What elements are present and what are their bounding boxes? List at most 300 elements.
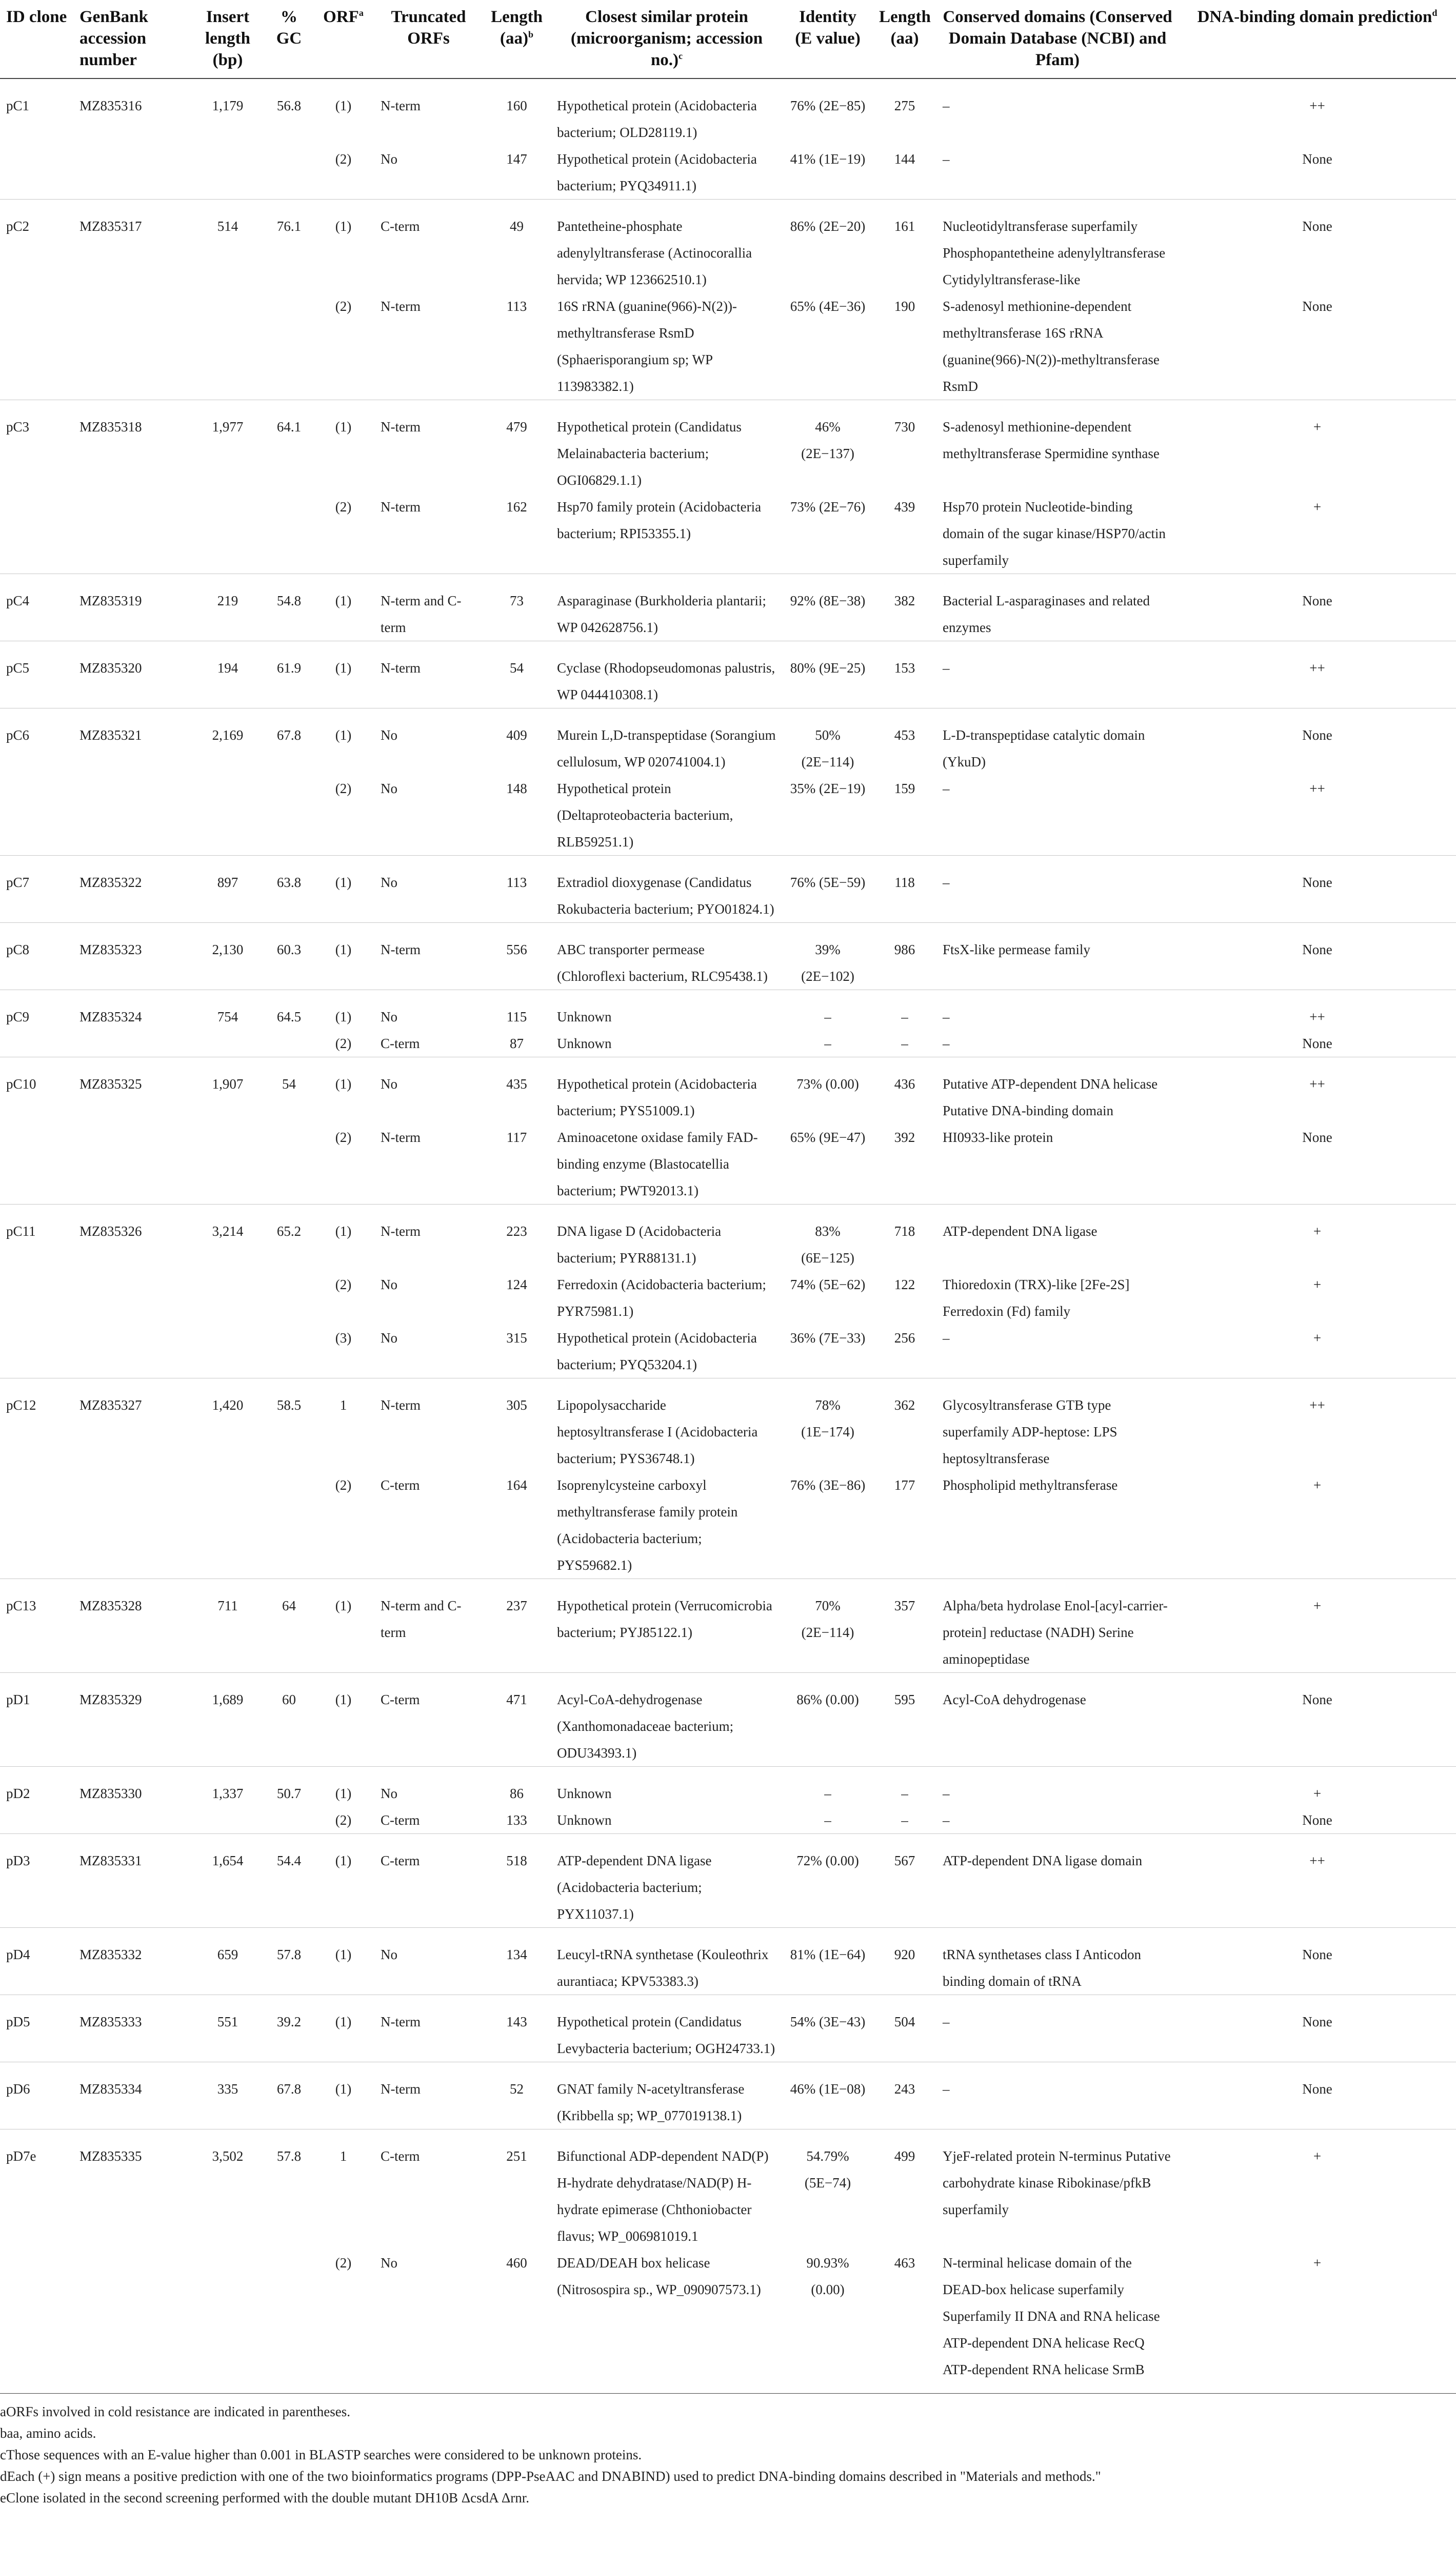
insert-length-cell: 659: [217, 1947, 238, 1962]
header-insert: Insert length (bp): [205, 8, 250, 69]
insert-length-cell: 1,179: [212, 98, 244, 113]
table-row: [0, 574, 1456, 641]
identity-value-cell: 74% (5E−62): [790, 1277, 866, 1292]
protein-length-cell: 357: [894, 1598, 915, 1613]
truncated-orf-cell: N-term: [381, 2014, 421, 2029]
dna-binding-prediction-cell: None: [1302, 875, 1332, 890]
insert-length-cell: 1,689: [212, 1692, 244, 1707]
orf-number-cell: (2): [335, 151, 352, 167]
truncated-orf-cell: No: [381, 1786, 397, 1801]
orf-number-cell: 1: [340, 1397, 347, 1413]
dna-binding-prediction-cell: None: [1302, 942, 1332, 957]
orf-length-cell: 460: [506, 2255, 527, 2271]
orf-length-cell: 479: [506, 419, 527, 435]
accession-cell: MZ835317: [79, 219, 142, 234]
closest-protein-cell: Unknown: [557, 1812, 612, 1828]
gc-content-cell: 76.1: [276, 219, 302, 234]
dna-binding-prediction-cell: None: [1302, 727, 1332, 743]
orf-length-cell: 237: [506, 1598, 527, 1613]
identity-value-cell: 76% (3E−86): [790, 1477, 866, 1493]
closest-protein-cell: Asparaginase (Burkholderia plantarii; WP 042628756.1): [557, 593, 766, 635]
footnote: eClone isolated in the second screening performed with the double mutant DH10B ΔcsdA Δrnr.: [0, 2490, 529, 2505]
table-row: [0, 1205, 1456, 1272]
accession-cell: [73, 2250, 190, 2394]
conserved-domains-cell: Thioredoxin (TRX)-like [2Fe-2S] Ferredoxin (Fd) family: [943, 1277, 1130, 1319]
table-row: [0, 494, 1456, 574]
table-row: [0, 78, 1456, 146]
clone-id-cell: pC12: [6, 1397, 36, 1413]
protein-length-cell: 153: [894, 660, 915, 676]
truncated-orf-cell: C-term: [381, 1477, 420, 1493]
orf-length-cell: 87: [510, 1036, 524, 1051]
clone-id-cell: pD4: [6, 1947, 30, 1962]
table-row: [0, 641, 1456, 708]
clone-id-cell: pD3: [6, 1853, 30, 1868]
dna-binding-prediction-cell: None: [1302, 1036, 1332, 1051]
conserved-domains-cell: S-adenosyl methionine-dependent methyltransferase 16S rRNA (guanine(966)-N(2))-methyltransferase RsmD: [943, 299, 1160, 394]
table-row: [0, 2250, 1456, 2394]
dna-binding-prediction-cell: +: [1313, 2255, 1322, 2271]
orf-length-cell: 54: [510, 660, 524, 676]
truncated-orf-cell: N-term: [381, 98, 421, 113]
identity-value-cell: 80% (9E−25): [790, 660, 866, 676]
truncated-orf-cell: N-term: [381, 1397, 421, 1413]
orf-number-cell: (1): [335, 98, 352, 113]
table-body: [0, 78, 1456, 2394]
insert-length-cell: 1,337: [212, 1786, 244, 1801]
insert-length-cell: 897: [217, 875, 238, 890]
gc-content-cell: [266, 494, 312, 574]
gc-content-cell: 64.5: [276, 1009, 302, 1024]
protein-length-cell: 986: [894, 942, 915, 957]
orf-length-cell: 49: [510, 219, 524, 234]
header-length: Length (aa)$^b$: [491, 8, 543, 48]
gc-content-cell: 54.8: [276, 593, 302, 608]
identity-value-cell: 92% (8E−38): [790, 593, 866, 608]
orf-length-cell: 471: [506, 1692, 527, 1707]
truncated-orf-cell: N-term and C-term: [381, 593, 462, 635]
accession-cell: [73, 1472, 190, 1579]
header-orf: ORF$^a$: [323, 8, 364, 26]
identity-value-cell: 90.93% (0.00): [806, 2255, 849, 2297]
dna-binding-prediction-cell: ++: [1309, 1076, 1325, 1092]
accession-cell: MZ835331: [79, 1853, 142, 1868]
clone-id-cell: [0, 1325, 73, 1378]
truncated-orf-cell: N-term: [381, 499, 421, 515]
orf-length-cell: 162: [506, 499, 527, 515]
table-row: [0, 200, 1456, 293]
gc-content-cell: 57.8: [276, 1947, 302, 1962]
truncated-orf-cell: No: [381, 1277, 397, 1292]
gc-content-cell: [266, 1030, 312, 1057]
identity-value-cell: –: [824, 1812, 831, 1828]
insert-length-cell: [190, 2250, 266, 2394]
closest-protein-cell: Hypothetical protein (Candidatus Levybacteria bacterium; OGH24733.1): [557, 2014, 775, 2056]
insert-length-cell: 2,130: [212, 942, 244, 957]
protein-length-cell: –: [901, 1812, 908, 1828]
insert-length-cell: [190, 1472, 266, 1579]
accession-cell: MZ835316: [79, 98, 142, 113]
table-row: [0, 856, 1456, 923]
table-row: [0, 1124, 1456, 1205]
orf-number-cell: (2): [335, 1477, 352, 1493]
accession-cell: MZ835320: [79, 660, 142, 676]
gc-content-cell: 61.9: [276, 660, 302, 676]
dna-binding-prediction-cell: ++: [1309, 1397, 1325, 1413]
identity-value-cell: 39% (2E−102): [801, 942, 854, 984]
conserved-domains-cell: –: [943, 2081, 950, 2097]
orf-number-cell: (1): [335, 2014, 352, 2029]
conserved-domains-cell: –: [943, 875, 950, 890]
orf-length-cell: 115: [506, 1009, 527, 1024]
accession-cell: MZ835319: [79, 593, 142, 608]
closest-protein-cell: Hsp70 family protein (Acidobacteria bacterium; RPI53355.1): [557, 499, 762, 541]
table-row: [0, 2062, 1456, 2129]
footnote: aORFs involved in cold resistance are indicated in parentheses.: [0, 2404, 351, 2419]
orf-number-cell: (1): [335, 1009, 352, 1024]
accession-cell: MZ835330: [79, 1786, 142, 1801]
closest-protein-cell: Hypothetical protein (Acidobacteria bacterium; OLD28119.1): [557, 98, 757, 140]
header-gc: % GC: [276, 8, 302, 48]
truncated-orf-cell: No: [381, 1076, 397, 1092]
table-row: [0, 990, 1456, 1031]
gc-content-cell: 57.8: [276, 2148, 302, 2164]
protein-length-cell: 243: [894, 2081, 915, 2097]
header-truncated: Truncated ORFs: [391, 8, 466, 48]
gc-content-cell: 60.3: [276, 942, 302, 957]
gc-content-cell: [266, 1271, 312, 1325]
insert-length-cell: 219: [217, 593, 238, 608]
table-row: [0, 1995, 1456, 2062]
protein-length-cell: 499: [894, 2148, 915, 2164]
insert-length-cell: [190, 1124, 266, 1205]
truncated-orf-cell: No: [381, 781, 397, 796]
clone-id-cell: pC4: [6, 593, 30, 608]
truncated-orf-cell: N-term: [381, 660, 421, 676]
orf-number-cell: (2): [335, 2255, 352, 2271]
orf-number-cell: (1): [335, 419, 352, 435]
protein-length-cell: 463: [894, 2255, 915, 2271]
orf-number-cell: (2): [335, 1130, 352, 1145]
clone-id-cell: [0, 146, 73, 200]
protein-length-cell: 118: [894, 875, 915, 890]
orf-number-cell: (3): [335, 1330, 352, 1346]
table-row: [0, 1579, 1456, 1673]
protein-length-cell: 718: [894, 1224, 915, 1239]
gc-content-cell: [266, 1325, 312, 1378]
identity-value-cell: 73% (0.00): [796, 1076, 859, 1092]
accession-cell: MZ835334: [79, 2081, 142, 2097]
closest-protein-cell: Cyclase (Rhodopseudomonas palustris, WP 044410308.1): [557, 660, 775, 702]
footnote: dEach (+) sign means a positive prediction with one of the two bioinformatics programs (DPP-PseAAC and DNABIND) used to predict DNA-binding domains described in "Materials and methods.": [0, 2469, 1101, 2484]
identity-value-cell: 35% (2E−19): [790, 781, 866, 796]
closest-protein-cell: Hypothetical protein (Acidobacteria bacterium; PYQ34911.1): [557, 151, 757, 193]
gc-content-cell: 58.5: [276, 1397, 302, 1413]
header-identity: Identity (E value): [795, 8, 861, 48]
orf-number-cell: (1): [335, 2081, 352, 2097]
table-row: [0, 400, 1456, 494]
table-row: [0, 1030, 1456, 1057]
protein-length-cell: 362: [894, 1397, 915, 1413]
dna-binding-prediction-cell: ++: [1309, 781, 1325, 796]
accession-cell: MZ835329: [79, 1692, 142, 1707]
orf-length-cell: 518: [506, 1853, 527, 1868]
dna-binding-prediction-cell: +: [1313, 499, 1322, 515]
insert-length-cell: 335: [217, 2081, 238, 2097]
gc-content-cell: 67.8: [276, 2081, 302, 2097]
identity-value-cell: 76% (2E−85): [790, 98, 866, 113]
closest-protein-cell: Bifunctional ADP-dependent NAD(P) H-hydrate dehydratase/NAD(P) H-hydrate epimerase (Chthoniobacter flavus; WP_006981019.1: [557, 2148, 769, 2244]
header-dna: DNA-binding domain prediction$^d$: [1197, 8, 1438, 26]
conserved-domains-cell: –: [943, 1009, 950, 1024]
orf-length-cell: 52: [510, 2081, 524, 2097]
gc-content-cell: 63.8: [276, 875, 302, 890]
orf-length-cell: 160: [506, 98, 527, 113]
orf-number-cell: (2): [335, 1036, 352, 1051]
table-row: [0, 775, 1456, 856]
truncated-orf-cell: N-term and C-term: [381, 1598, 462, 1640]
orf-number-cell: (2): [335, 299, 352, 314]
conserved-domains-cell: Phospholipid methyltransferase: [943, 1477, 1118, 1493]
conserved-domains-cell: –: [943, 1812, 950, 1828]
table-header: [0, 0, 1456, 78]
clone-id-cell: pC10: [6, 1076, 36, 1092]
accession-cell: MZ835328: [79, 1598, 142, 1613]
clone-id-cell: [0, 1030, 73, 1057]
clone-id-cell: [0, 1807, 73, 1834]
conserved-domains-cell: –: [943, 781, 950, 796]
insert-length-cell: [190, 1807, 266, 1834]
truncated-orf-cell: C-term: [381, 1812, 420, 1828]
truncated-orf-cell: C-term: [381, 219, 420, 234]
clone-id-cell: pC5: [6, 660, 30, 676]
orf-number-cell: 1: [340, 2148, 347, 2164]
protein-length-cell: 161: [894, 219, 915, 234]
orf-length-cell: 134: [506, 1947, 527, 1962]
truncated-orf-cell: No: [381, 2255, 397, 2271]
table-row: [0, 1472, 1456, 1579]
clone-id-cell: pC3: [6, 419, 30, 435]
accession-cell: [73, 1030, 190, 1057]
accession-cell: [73, 1325, 190, 1378]
gc-content-cell: [266, 2250, 312, 2394]
dna-binding-prediction-cell: +: [1313, 1786, 1322, 1801]
footnote: baa, amino acids.: [0, 2425, 96, 2441]
header-domains: Conserved domains (Conserved Domain Database (NCBI) and Pfam): [943, 8, 1172, 69]
clone-id-cell: pC9: [6, 1009, 30, 1024]
accession-cell: MZ835322: [79, 875, 142, 890]
closest-protein-cell: DNA ligase D (Acidobacteria bacterium; PYR88131.1): [557, 1224, 722, 1266]
orf-number-cell: (1): [335, 1786, 352, 1801]
orf-length-cell: 435: [506, 1076, 527, 1092]
conserved-domains-cell: –: [943, 1330, 950, 1346]
table-row: [0, 1928, 1456, 1995]
gc-content-cell: 56.8: [276, 98, 302, 113]
insert-length-cell: 1,420: [212, 1397, 244, 1413]
protein-length-cell: 392: [894, 1130, 915, 1145]
header-genbank: GenBank accession number: [79, 8, 148, 69]
orf-length-cell: 117: [506, 1130, 527, 1145]
truncated-orf-cell: N-term: [381, 2081, 421, 2097]
conserved-domains-cell: –: [943, 151, 950, 167]
protein-length-cell: 256: [894, 1330, 915, 1346]
dna-binding-prediction-cell: None: [1302, 1692, 1332, 1707]
table-row: [0, 146, 1456, 200]
truncated-orf-cell: C-term: [381, 1853, 420, 1868]
dna-binding-prediction-cell: None: [1302, 151, 1332, 167]
footnotes: [0, 2394, 1456, 2509]
table-row: [0, 1378, 1456, 1472]
orf-length-cell: 315: [506, 1330, 527, 1346]
identity-value-cell: 41% (1E−19): [790, 151, 866, 167]
protein-length-cell: 144: [894, 151, 915, 167]
accession-cell: [73, 1271, 190, 1325]
table-row: [0, 1807, 1456, 1834]
truncated-orf-cell: N-term: [381, 942, 421, 957]
dna-binding-prediction-cell: +: [1313, 2148, 1322, 2164]
orf-number-cell: (1): [335, 942, 352, 957]
clone-id-cell: [0, 2250, 73, 2394]
orf-number-cell: (1): [335, 219, 352, 234]
insert-length-cell: [190, 494, 266, 574]
identity-value-cell: 86% (0.00): [796, 1692, 859, 1707]
orf-length-cell: 113: [506, 299, 527, 314]
conserved-domains-cell: Nucleotidyltransferase superfamily Phosphopantetheine adenylyltransferase Cytidylyltransferase-like: [943, 219, 1166, 287]
orf-length-cell: 143: [506, 2014, 527, 2029]
identity-value-cell: 76% (5E−59): [790, 875, 866, 890]
closest-protein-cell: Unknown: [557, 1786, 612, 1801]
conserved-domains-cell: S-adenosyl methionine-dependent methyltransferase Spermidine synthase: [943, 419, 1160, 461]
clone-id-cell: pC6: [6, 727, 30, 743]
truncated-orf-cell: C-term: [381, 1036, 420, 1051]
insert-length-cell: 1,654: [212, 1853, 244, 1868]
orf-number-cell: (1): [335, 660, 352, 676]
orf-length-cell: 148: [506, 781, 527, 796]
orf-number-cell: (1): [335, 1598, 352, 1613]
orf-length-cell: 251: [506, 2148, 527, 2164]
identity-value-cell: 36% (7E−33): [790, 1330, 866, 1346]
accession-cell: MZ835323: [79, 942, 142, 957]
orf-length-cell: 124: [506, 1277, 527, 1292]
identity-value-cell: 81% (1E−64): [790, 1947, 866, 1962]
conserved-domains-cell: Putative ATP-dependent DNA helicase Putative DNA-binding domain: [943, 1076, 1158, 1118]
dna-binding-prediction-cell: ++: [1309, 1853, 1325, 1868]
dna-binding-prediction-cell: None: [1302, 1812, 1332, 1828]
orf-length-cell: 113: [506, 875, 527, 890]
accession-cell: MZ835332: [79, 1947, 142, 1962]
insert-length-cell: [190, 1030, 266, 1057]
dna-binding-prediction-cell: ++: [1309, 1009, 1325, 1024]
truncated-orf-cell: No: [381, 875, 397, 890]
protein-length-cell: 504: [894, 2014, 915, 2029]
conserved-domains-cell: Acyl-CoA dehydrogenase: [943, 1692, 1086, 1707]
insert-length-cell: 754: [217, 1009, 238, 1024]
dna-binding-prediction-cell: None: [1302, 219, 1332, 234]
clone-id-cell: pC1: [6, 98, 30, 113]
dna-binding-prediction-cell: ++: [1309, 98, 1325, 113]
accession-cell: [73, 1807, 190, 1834]
protein-length-cell: 567: [894, 1853, 915, 1868]
accession-cell: MZ835325: [79, 1076, 142, 1092]
dna-binding-prediction-cell: None: [1302, 299, 1332, 314]
dna-binding-prediction-cell: +: [1313, 1477, 1322, 1493]
table-row: [0, 1271, 1456, 1325]
clone-id-cell: pC7: [6, 875, 30, 890]
accession-cell: [73, 293, 190, 400]
clone-id-cell: pD7e: [6, 2148, 36, 2164]
protein-length-cell: 920: [894, 1947, 915, 1962]
identity-value-cell: 46% (2E−137): [801, 419, 854, 461]
truncated-orf-cell: C-term: [381, 1692, 420, 1707]
insert-length-cell: 194: [217, 660, 238, 676]
truncated-orf-cell: No: [381, 1009, 397, 1024]
dna-binding-prediction-cell: +: [1313, 1598, 1322, 1613]
table-row: [0, 1767, 1456, 1807]
conserved-domains-cell: Glycosyltransferase GTB type superfamily ADP-heptose: LPS heptosyltransferase: [943, 1397, 1118, 1466]
insert-length-cell: 711: [217, 1598, 238, 1613]
conserved-domains-cell: –: [943, 98, 950, 113]
closest-protein-cell: Hypothetical protein (Deltaproteobacteria bacterium, RLB59251.1): [557, 781, 733, 850]
insert-length-cell: 3,214: [212, 1224, 244, 1239]
clone-id-cell: [0, 1124, 73, 1205]
identity-value-cell: 54% (3E−43): [790, 2014, 866, 2029]
closest-protein-cell: Murein L,D-transpeptidase (Sorangium cellulosum, WP 020741004.1): [557, 727, 776, 770]
identity-value-cell: 78% (1E−174): [801, 1397, 854, 1439]
insert-length-cell: 1,977: [212, 419, 244, 435]
conserved-domains-cell: –: [943, 1036, 950, 1051]
insert-length-cell: [190, 146, 266, 200]
clone-id-cell: [0, 1472, 73, 1579]
identity-value-cell: –: [824, 1036, 831, 1051]
accession-cell: MZ835335: [79, 2148, 142, 2164]
clone-id-cell: [0, 293, 73, 400]
clone-id-cell: pD2: [6, 1786, 30, 1801]
insert-length-cell: [190, 1271, 266, 1325]
truncated-orf-cell: C-term: [381, 2148, 420, 2164]
clone-id-cell: pD5: [6, 2014, 30, 2029]
dna-binding-prediction-cell: None: [1302, 2081, 1332, 2097]
dna-binding-prediction-cell: +: [1313, 1224, 1322, 1239]
closest-protein-cell: Leucyl-tRNA synthetase (Kouleothrix aurantiaca; KPV53383.3): [557, 1947, 769, 1989]
orf-length-cell: 73: [510, 593, 524, 608]
insert-length-cell: 1,907: [212, 1076, 244, 1092]
closest-protein-cell: Extradiol dioxygenase (Candidatus Rokubacteria bacterium; PYO01824.1): [557, 875, 774, 917]
conserved-domains-cell: YjeF-related protein N-terminus Putative carbohydrate kinase Ribokinase/pfkB superfamily: [943, 2148, 1171, 2217]
protein-length-cell: 730: [894, 419, 915, 435]
conserved-domains-cell: ATP-dependent DNA ligase domain: [943, 1853, 1143, 1868]
accession-cell: MZ835333: [79, 2014, 142, 2029]
dna-binding-prediction-cell: +: [1313, 1277, 1322, 1292]
protein-length-cell: 275: [894, 98, 915, 113]
dna-binding-prediction-cell: None: [1302, 1947, 1332, 1962]
orf-length-cell: 86: [510, 1786, 524, 1801]
insert-length-cell: 514: [217, 219, 238, 234]
clone-id-cell: [0, 775, 73, 856]
orf-length-cell: 556: [506, 942, 527, 957]
truncated-orf-cell: N-term: [381, 1130, 421, 1145]
truncated-orf-cell: No: [381, 727, 397, 743]
table-row: [0, 293, 1456, 400]
table-row: [0, 1673, 1456, 1767]
gc-content-cell: [266, 146, 312, 200]
truncated-orf-cell: No: [381, 1330, 397, 1346]
protein-length-cell: 436: [894, 1076, 915, 1092]
clone-id-cell: pC13: [6, 1598, 36, 1613]
orf-number-cell: (1): [335, 593, 352, 608]
conserved-domains-cell: ATP-dependent DNA ligase: [943, 1224, 1098, 1239]
gc-content-cell: 64.1: [276, 419, 302, 435]
table-row: [0, 1057, 1456, 1124]
